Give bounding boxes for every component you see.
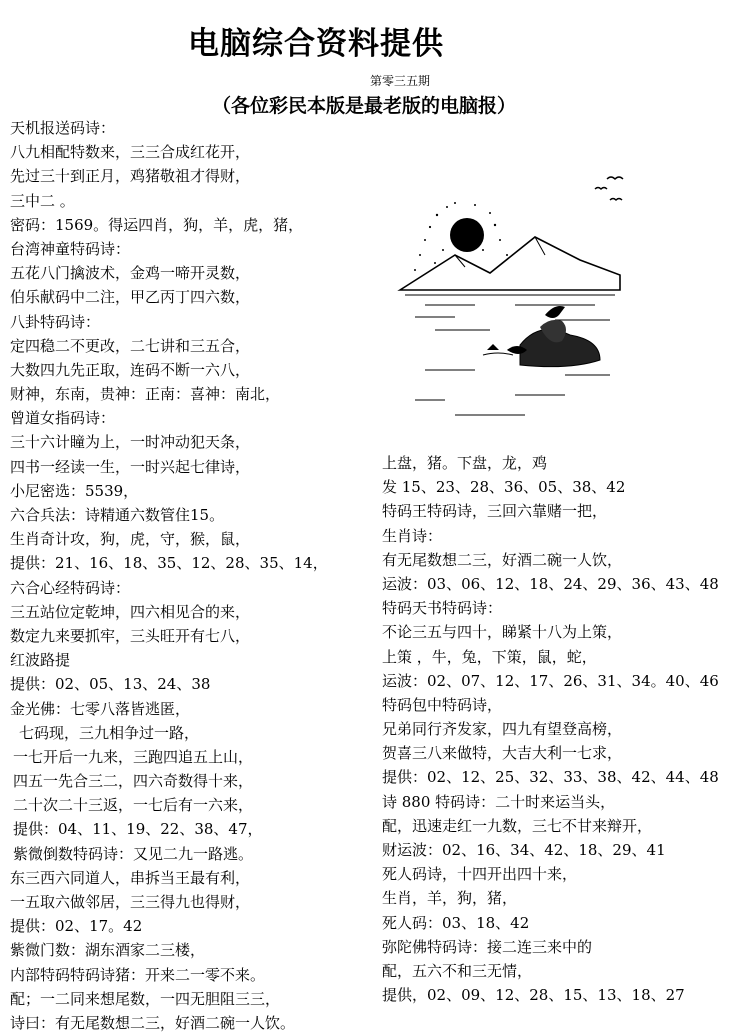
text-line: 财神，东南，贵神：正南：喜神：南北，: [10, 385, 281, 404]
text-line: 提供：04、11、19、22、38、47，: [13, 820, 263, 839]
text-line: 诗 880 特码诗：二十时来运当头，: [382, 792, 616, 811]
text-line: 三十六计瞳为上，一时冲动犯天条，: [10, 433, 251, 452]
text-line: 贺喜三八来做特，大吉大利一七求，: [382, 744, 623, 763]
text-line: 诗曰：有无尾数想二三，好酒二碗一人饮。: [10, 1013, 296, 1032]
text-line: 内部特码特码诗猪：开来二一零不来。: [10, 965, 266, 984]
text-line: 配；一二同来想尾数，一四无胆阻三三，: [10, 989, 281, 1008]
text-line: 三中二 。: [10, 191, 75, 210]
text-line: 生肖诗：: [382, 526, 443, 545]
text-line: 生肖奇计攻，狗，虎，守，猴，鼠，: [10, 530, 251, 549]
text-line: 红波路提: [10, 651, 71, 670]
text-line: 配，迅速走红一九数，三七不甘来辩开，: [382, 816, 653, 835]
sun-icon: [450, 218, 484, 252]
text-line: 紫微门数：湖东酒家二三楼，: [10, 941, 206, 960]
text-line: 紫微倒数特码诗：又见二九一路逃。: [13, 844, 254, 863]
text-line: 有无尾数想二三，好酒二碗一人饮，: [382, 550, 623, 569]
text-line: 三五站位定乾坤，四六相见合的来，: [10, 602, 251, 621]
text-line: 四书一经读一生，一时兴起七律诗，: [10, 457, 251, 476]
text-line: 伯乐献码中二注，甲乙丙丁四六数，: [10, 288, 251, 307]
text-line: 五花八门擒波术，金鸡一啼开灵数，: [10, 264, 251, 283]
text-line: 不论三五与四十，睇紧十八为上策，: [382, 623, 623, 642]
subtitle: （各位彩民本版是最老版的电脑报）: [212, 95, 517, 117]
text-line: 定四稳二不更改，二七讲和三五合，: [10, 336, 251, 355]
text-line: 提供：21、16、18、35、12、28、35、14，: [10, 554, 328, 573]
text-line: 财运波：02、16、34、42、18、29、41: [382, 841, 666, 859]
text-line: 提供，02、09、12、28、15、13、18、27: [382, 986, 685, 1005]
text-line: 兄弟同行齐发家，四九有望登高榜，: [382, 720, 623, 739]
text-line: 死人码诗，十四开出四十来，: [382, 865, 578, 884]
text-line: 先过三十到正月，鸡猪敬祖才得财，: [10, 167, 251, 186]
text-line: 发 15、23、28、36、05、38、42: [382, 478, 626, 497]
text-line: 死人码：03、18、42: [382, 913, 530, 932]
issue-number: 第零三五期: [370, 74, 431, 88]
text-line: 曾道女指码诗：: [10, 409, 116, 428]
text-line: 二十次二十三返，一七后有一六来，: [13, 796, 254, 815]
text-line: 上策 ，牛，兔，下策，鼠，蛇，: [382, 647, 597, 666]
text-line: 小尼密选：5539，: [10, 481, 139, 500]
text-line: 特码王特码诗，三回六靠赌一把，: [382, 502, 608, 521]
text-line: 东三西六同道人，串拆当王最有利，: [10, 868, 251, 887]
text-line: 八九相配特数来，三三合成红花开，: [10, 143, 251, 162]
text-line: 大数四九先正取，连码不断一六八，: [10, 360, 251, 379]
text-line: 金光佛：七零八落皆逃匿，: [10, 699, 191, 718]
left-column: [10, 116, 370, 1035]
text-line: 特码天书特码诗：: [382, 599, 503, 618]
page-title: 电脑综合资料提供: [188, 26, 444, 62]
text-line: 数定九来要抓牢，三头旺开有七八，: [10, 626, 251, 645]
text-line: 台湾神童特码诗：: [10, 239, 131, 258]
text-line: 天机报送码诗：: [10, 119, 116, 137]
rock-bird-icon: [483, 306, 600, 367]
text-line: 六合心经特码诗：: [10, 578, 131, 597]
right-column: [382, 451, 752, 1007]
mountain-icon: [400, 237, 620, 290]
text-line: 特码包中特码诗，: [382, 695, 503, 714]
text-line: 弥陀佛特码诗：接二连三来中的: [382, 937, 593, 956]
birds-icon: [595, 177, 623, 200]
text-line: 生肖，羊，狗，猪，: [382, 889, 518, 908]
text-line: 提供：02、12、25、32、33、38、42、44、48: [382, 768, 719, 787]
text-line: 八卦特码诗：: [10, 312, 101, 331]
text-line: 密码：1569。得运四肖，狗，羊，虎，猪，: [10, 215, 304, 234]
text-line: 运波：03、06、12、18、24、29、36、43、48: [382, 574, 719, 593]
text-line: 提供：02、17。42: [10, 917, 143, 936]
text-line: 提供：02、05、13、24、38: [10, 675, 211, 694]
text-line: 配，五六不和三无情，: [382, 961, 533, 980]
text-line: 六合兵法：诗精通六数管住15。: [10, 506, 225, 524]
text-line: 运波：02、07、12、17、26、31、34。40、46: [382, 671, 719, 690]
text-line: 四五一先合三二，四六奇数得十来，: [13, 772, 254, 791]
text-line: 上盘，猪。下盘，龙，鸡: [382, 454, 548, 472]
text-line: 一七开后一九来，三跑四追五上山，: [13, 747, 254, 766]
landscape-illustration: [395, 155, 625, 445]
text-line: 一五取六做邻居，三三得九也得财，: [10, 893, 251, 911]
text-line: 七码现，三九相争过一路，: [19, 723, 200, 742]
